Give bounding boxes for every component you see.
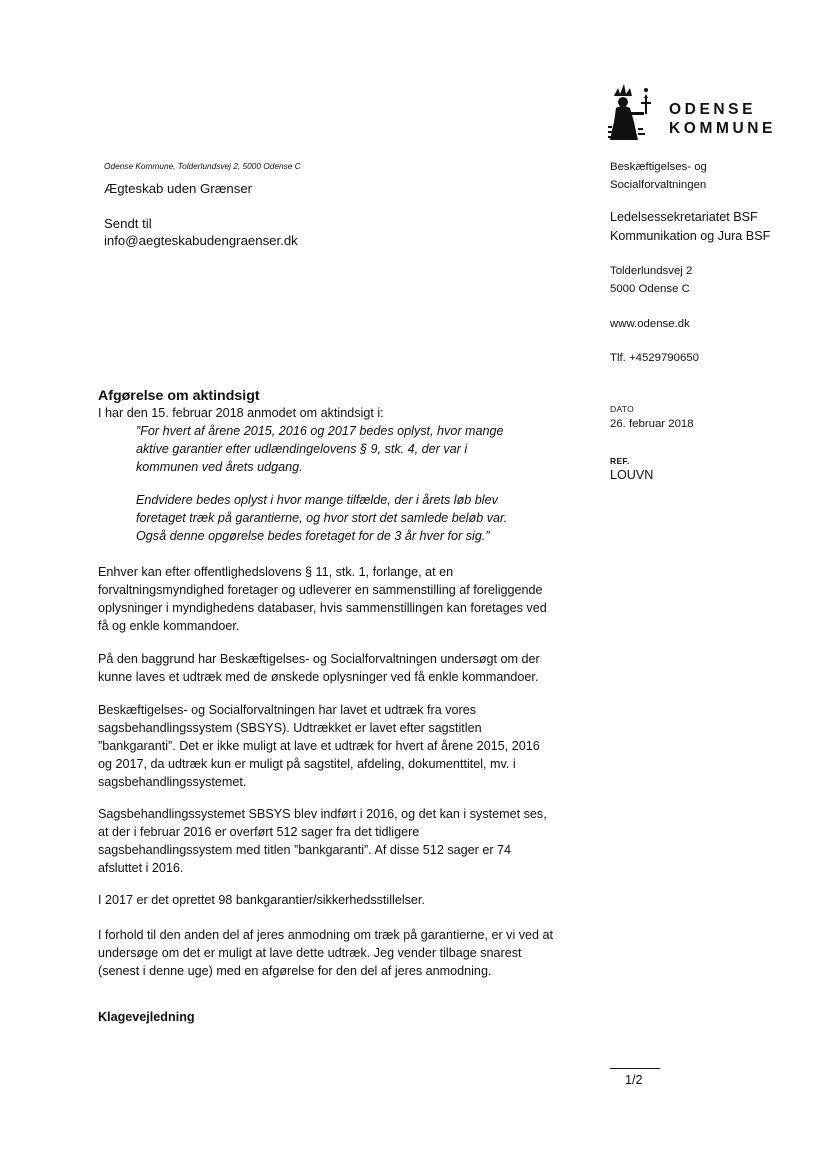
paragraph-line: sagsbehandlingssystem med titlen ”bankgaranti”. Af disse 512 sager er 74 bbox=[98, 843, 512, 857]
logo-text-odense: ODENSE bbox=[669, 101, 757, 118]
unit-line: Ledelsessekretariatet BSF bbox=[610, 210, 758, 224]
request-quote-part-2 bbox=[136, 491, 556, 545]
paragraph-line: Beskæftigelses- og Socialforvaltningen har lavet et udtræk fra vores bbox=[98, 703, 476, 717]
paragraph-line: kunne laves et udtræk med de ønskede oplysninger ved få enkle kommandoer. bbox=[98, 670, 539, 684]
paragraph-2017 bbox=[98, 891, 598, 909]
request-quote-part-1 bbox=[136, 422, 556, 476]
website-link[interactable]: www.odense.dk bbox=[610, 318, 690, 330]
department-block bbox=[610, 158, 707, 194]
recipient-email: info@aegteskabudengraenser.dk bbox=[104, 233, 298, 248]
sender-address-line: Odense Kommune, Tolderlundsvej 2, 5000 Odense C bbox=[104, 161, 301, 171]
sent-to-label: Sendt til bbox=[104, 216, 152, 231]
decision-heading: Afgørelse om aktindsigt bbox=[98, 388, 260, 404]
paragraph-line: og 2017, da udtræk kun er muligt på sagstitel, afdeling, dokumenttitel, mv. i bbox=[98, 757, 516, 771]
paragraph-line: I forhold til den anden del af jeres anmodning om træk på garantierne, er vi ved at bbox=[98, 928, 554, 942]
odense-kommune-logo bbox=[608, 78, 788, 142]
ref-value: LOUVN bbox=[610, 468, 654, 482]
quote-line: Også denne opgørelse bedes foretaget for de 3 år hver for sig.” bbox=[136, 529, 490, 543]
paragraph-line: afsluttet i 2016. bbox=[98, 861, 184, 875]
paragraph-investigation bbox=[98, 650, 598, 686]
paragraph-line: (senest i denne uge) med en afgørelse for den del af jeres anmodning. bbox=[98, 964, 492, 978]
footer-divider bbox=[610, 1068, 660, 1069]
logo-text-kommune: KOMMUNE bbox=[669, 120, 776, 137]
paragraph-line: få og enkle kommandoer. bbox=[98, 619, 240, 633]
paragraph-line: oplysninger i myndighedens databaser, hvis sammenstillingen kan foretages ved bbox=[98, 601, 547, 615]
ref-label: REF. bbox=[610, 456, 630, 466]
quote-line: aktive garantier efter udlændingelovens § 9, stk. 4, der var i bbox=[136, 442, 468, 456]
paragraph-followup bbox=[98, 926, 598, 980]
intro-text: I har den 15. februar 2018 anmodet om aktindsigt i: bbox=[98, 406, 384, 420]
paragraph-line: forvaltningsmyndighed foretager og udleverer en sammenstilling af foreliggende bbox=[98, 583, 543, 597]
paragraph-line: I 2017 er det oprettet 98 bankgarantier/sikkerhedsstillelser. bbox=[98, 893, 425, 907]
paragraph-sbsys bbox=[98, 805, 598, 877]
quote-line: foretaget træk på garantierne, og hvor stort det samlede beløb var. bbox=[136, 511, 508, 525]
paragraph-line: Sagsbehandlingssystemet SBSYS blev indført i 2016, og det kan i systemet ses, bbox=[98, 807, 547, 821]
address-block bbox=[610, 262, 692, 298]
paragraph-line: ”bankgaranti”. Det er ikke muligt at lave et udtræk for hvert af årene 2015, 2016 bbox=[98, 739, 540, 753]
phone-number: Tlf. +4529790650 bbox=[610, 352, 699, 364]
paragraph-line: sagsbehandlingssystemet. bbox=[98, 775, 247, 789]
quote-line: kommunen ved årets udgang. bbox=[136, 460, 303, 474]
hans-christian-andersen-figure-icon bbox=[608, 78, 666, 142]
paragraph-line: På den baggrund har Beskæftigelses- og Socialforvaltningen undersøgt om der bbox=[98, 652, 540, 666]
paragraph-line: Enhver kan efter offentlighedslovens § 11, stk. 1, forlange, at en bbox=[98, 565, 454, 579]
address-line: 5000 Odense C bbox=[610, 283, 690, 295]
paragraph-legal-basis bbox=[98, 563, 598, 635]
paragraph-line: sagsbehandlingssystem (SBSYS). Udtrækket er lavet efter sagstitlen bbox=[98, 721, 482, 735]
date-label: DATO bbox=[610, 404, 635, 414]
paragraph-line: undersøge om det er muligt at lave dette udtræk. Jeg vender tilbage snarest bbox=[98, 946, 522, 960]
department-line: Beskæftigelses- og bbox=[610, 161, 707, 173]
recipient-name: Ægteskab uden Grænser bbox=[104, 181, 253, 196]
address-line: Tolderlundsvej 2 bbox=[610, 265, 693, 277]
department-line: Socialforvaltningen bbox=[610, 179, 707, 191]
paragraph-line: at der i februar 2016 er overført 512 sager fra det tidligere bbox=[98, 825, 420, 839]
date-value: 26. februar 2018 bbox=[610, 418, 694, 430]
quote-line: Endvidere bedes oplyst i hvor mange tilfælde, der i årets løb blev bbox=[136, 493, 498, 507]
complaint-guidance-heading: Klagevejledning bbox=[98, 1010, 195, 1024]
paragraph-extract bbox=[98, 701, 598, 791]
unit-block bbox=[610, 208, 770, 245]
unit-line: Kommunikation og Jura BSF bbox=[610, 228, 771, 243]
quote-line: ”For hvert af årene 2015, 2016 og 2017 bedes oplyst, hvor mange bbox=[136, 424, 504, 438]
page-number: 1/2 bbox=[625, 1073, 643, 1087]
